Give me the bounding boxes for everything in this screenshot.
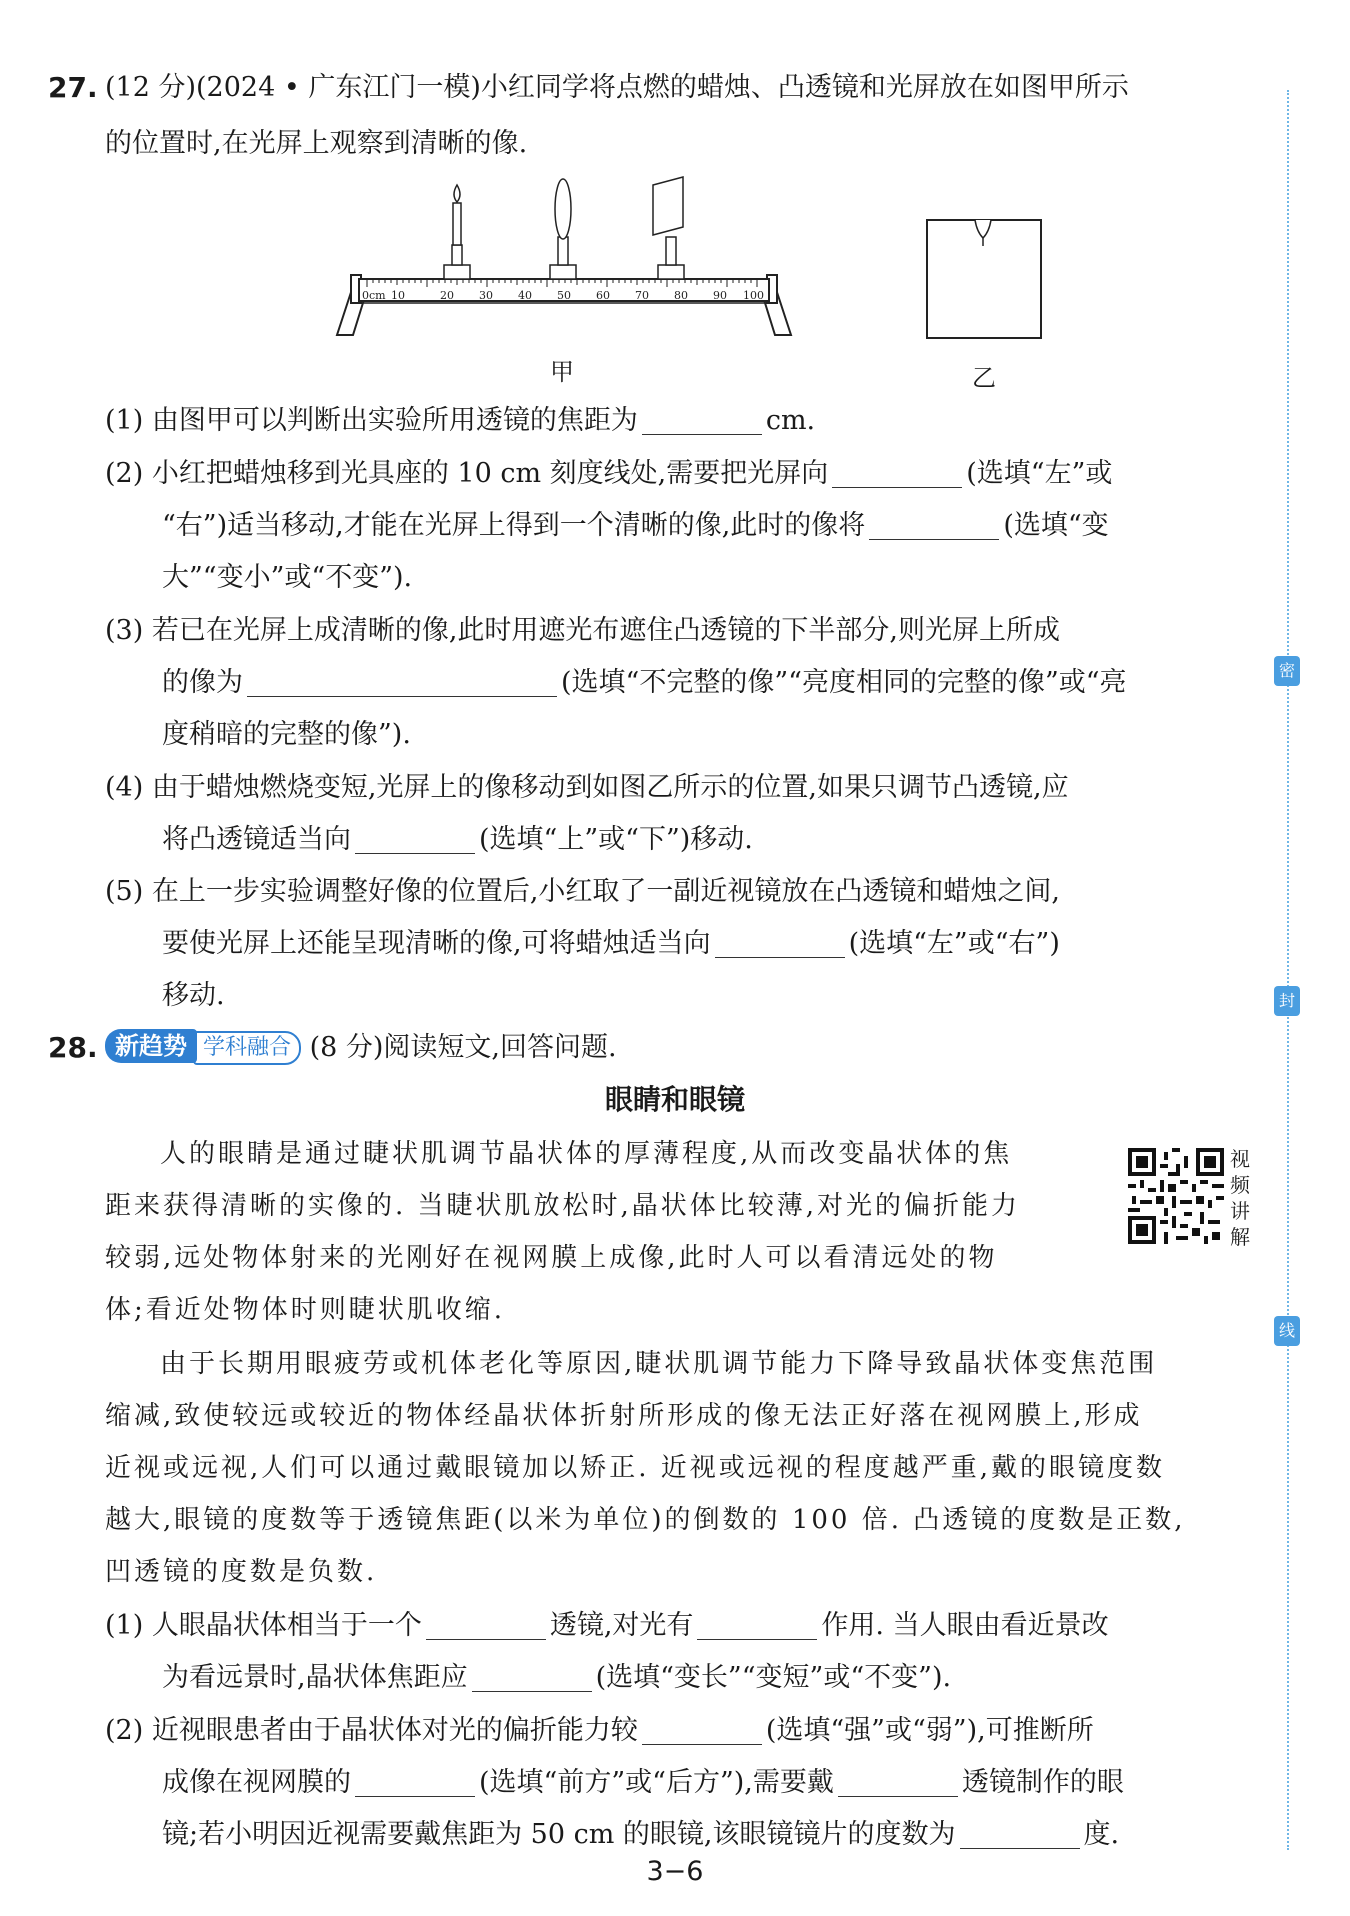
q27-part3-text: 的像为: [162, 667, 243, 698]
q28-part2-unit: 度.: [1083, 1819, 1120, 1850]
answer-blank[interactable]: [247, 666, 557, 697]
q27-part5-line1: (5) 在上一步实验调整好像的位置后,小红取了一副近视镜放在凸透镜和蜡烛之间,: [105, 876, 1060, 907]
q27-part2-text2: “右”)适当移动,才能在光屏上得到一个清晰的像,此时的像将: [162, 510, 866, 541]
answer-blank[interactable]: [838, 1766, 958, 1797]
q28-part1-text4: 为看远景时,晶状体焦距应: [162, 1662, 468, 1693]
q27-part2-text: (2) 小红把蜡烛移到光具座的 10 cm 刻度线处,需要把光屏向: [105, 458, 829, 489]
answer-blank[interactable]: [642, 1714, 762, 1745]
article-para2-line2: 缩减,致使较远或较近的物体经晶状体折射所形成的像无法正好落在视网膜上,形成: [105, 1401, 1143, 1431]
q27-part2-hint2: (选填“变: [1003, 510, 1109, 541]
figure-a-caption: 甲: [550, 358, 574, 386]
q27-part2-line1: [105, 448, 1255, 500]
q27-part4-hint: (选填“上”或“下”)移动.: [479, 824, 753, 855]
q27-part2-line3: 大”“变小”或“不变”).: [162, 562, 413, 593]
q27-part4-line1: (4) 由于蜡烛燃烧变短,光屏上的像移动到如图乙所示的位置,如果只调节凸透镜,应: [105, 772, 1069, 803]
convex-lens: [550, 179, 576, 279]
ruler-label-10: 10: [391, 289, 405, 302]
ruler-label-50: 50: [557, 289, 571, 302]
figure-b-caption: 乙: [972, 364, 996, 392]
ruler-label-20: 20: [440, 289, 454, 302]
q28-part2-line3: [162, 1809, 1255, 1861]
article-para2-line3: 近视或远视,人们可以通过戴眼镜加以矫正. 近视或远视的程度越严重,戴的眼镜度数: [105, 1453, 1166, 1483]
question-28-number: 28.: [48, 1031, 98, 1064]
article-para1-line4: 体;看近处物体时则睫状肌收缩.: [105, 1295, 506, 1325]
q27-part5-line2: [162, 918, 1255, 970]
q27-part5-hint: (选填“左”或“右”): [848, 928, 1060, 959]
q27-intro-line1: (12 分)(2024 • 广东江门一模)小红同学将点燃的蜡烛、凸透镜和光屏放在如图甲所示: [105, 72, 1129, 103]
ruler-label-80: 80: [674, 289, 688, 302]
q27-part1-text: (1) 由图甲可以判断出实验所用透镜的焦距为: [105, 405, 638, 436]
q27-part1-unit: cm.: [765, 405, 816, 436]
q27-part2-hint: (选填“左”或: [966, 458, 1113, 489]
q27-part3-line2: [162, 657, 1255, 709]
q28-part2-hint: (选填“强”或“弱”),可推断所: [765, 1715, 1094, 1746]
q27-part1: [105, 395, 1255, 447]
answer-blank[interactable]: [426, 1609, 546, 1640]
screen-image-figure: [925, 218, 1045, 343]
video-explanation-label: 视频讲解: [1230, 1147, 1250, 1249]
q28-part2-line2: [162, 1757, 1255, 1809]
binding-margin-line: [1287, 90, 1289, 1850]
q27-part3-line1: (3) 若已在光屏上成清晰的像,此时用遮光布遮住凸透镜的下半部分,则光屏上所成: [105, 615, 1060, 646]
page-number: 3−6: [646, 1856, 704, 1887]
q28-part2-line1: [105, 1705, 1255, 1757]
answer-blank[interactable]: [642, 404, 762, 435]
q28-part1-line2: [162, 1652, 1255, 1704]
q27-part5-line3: 移动.: [162, 980, 225, 1011]
ruler-label-60: 60: [596, 289, 610, 302]
ruler-label-70: 70: [635, 289, 649, 302]
q28-part1-hint: (选填“变长”“变短”或“不变”).: [595, 1662, 952, 1693]
q27-part4-text: 将凸透镜适当向: [162, 824, 351, 855]
answer-blank[interactable]: [869, 509, 999, 540]
answer-blank[interactable]: [355, 823, 475, 854]
q28-part1-text: (1) 人眼晶状体相当于一个: [105, 1610, 422, 1641]
ruler-label-100: 100: [743, 289, 764, 302]
subject-fusion-badge: 学科融合: [193, 1031, 301, 1065]
candle: [444, 185, 470, 279]
article-para1-line2: 距来获得清晰的实像的. 当睫状肌放松时,晶状体比较薄,对光的偏折能力: [105, 1191, 1021, 1221]
q28-part1-line1: [105, 1600, 1255, 1652]
q28-part2-text4: 镜;若小明因近视需要戴焦距为 50 cm 的眼镜,该眼镜镜片的度数为: [162, 1819, 956, 1850]
q27-part5-text: 要使光屏上还能呈现清晰的像,可将蜡烛适当向: [162, 928, 711, 959]
q27-part2-line2: [162, 500, 1255, 552]
q27-part3-line3: 度稍暗的完整的像”).: [162, 719, 411, 750]
margin-tab-mi: 密: [1274, 656, 1300, 686]
article-para2-line5: 凹透镜的度数是负数.: [105, 1557, 378, 1587]
question-27-number: 27.: [48, 71, 98, 104]
ruler-label-0: 0cm: [362, 289, 386, 302]
optical-bench-figure: [315, 175, 815, 345]
article-title: 眼睛和眼镜: [604, 1083, 745, 1116]
ruler-label-40: 40: [518, 289, 532, 302]
answer-blank[interactable]: [715, 927, 845, 958]
answer-blank[interactable]: [832, 457, 962, 488]
new-trend-badge: 新趋势: [105, 1029, 197, 1063]
answer-blank[interactable]: [960, 1818, 1080, 1849]
q28-intro-text: (8 分)阅读短文,回答问题.: [309, 1032, 617, 1063]
margin-tab-feng: 封: [1274, 986, 1300, 1016]
q27-part3-hint: (选填“不完整的像”“亮度相同的完整的像”或“亮: [561, 667, 1127, 698]
answer-blank[interactable]: [697, 1609, 817, 1640]
ruler-label-30: 30: [479, 289, 493, 302]
article-para2-line1: 由于长期用眼疲劳或机体老化等原因,睫状肌调节能力下降导致晶状体变焦范围: [160, 1349, 1158, 1379]
answer-blank[interactable]: [472, 1661, 592, 1692]
answer-blank[interactable]: [355, 1766, 475, 1797]
q28-part2-hint2: (选填“前方”或“后方”),需要戴: [479, 1767, 834, 1798]
article-para2-line4: 越大,眼镜的度数等于透镜焦距(以米为单位)的倒数的 100 倍. 凸透镜的度数是正数,: [105, 1505, 1186, 1535]
q28-part1-text2: 透镜,对光有: [549, 1610, 694, 1641]
article-para1-line3: 较弱,远处物体射来的光刚好在视网膜上成像,此时人可以看清远处的物: [105, 1243, 998, 1273]
light-screen: [653, 177, 684, 279]
margin-tab-xian: 线: [1274, 1316, 1300, 1346]
article-para1-line1: 人的眼睛是通过睫状肌调节晶状体的厚薄程度,从而改变晶状体的焦: [160, 1139, 1013, 1169]
q28-part2-text: (2) 近视眼患者由于晶状体对光的偏折能力较: [105, 1715, 638, 1746]
q28-intro-line: [105, 1022, 1255, 1074]
q28-part2-text3: 透镜制作的眼: [961, 1767, 1124, 1798]
q28-part2-text2: 成像在视网膜的: [162, 1767, 351, 1798]
qr-code-icon[interactable]: [1128, 1148, 1224, 1244]
q28-part1-text3: 作用. 当人眼由看近景改: [821, 1610, 1109, 1641]
q27-part4-line2: [162, 814, 1255, 866]
ruler-label-90: 90: [713, 289, 727, 302]
q27-intro-line2: 的位置时,在光屏上观察到清晰的像.: [105, 128, 528, 159]
